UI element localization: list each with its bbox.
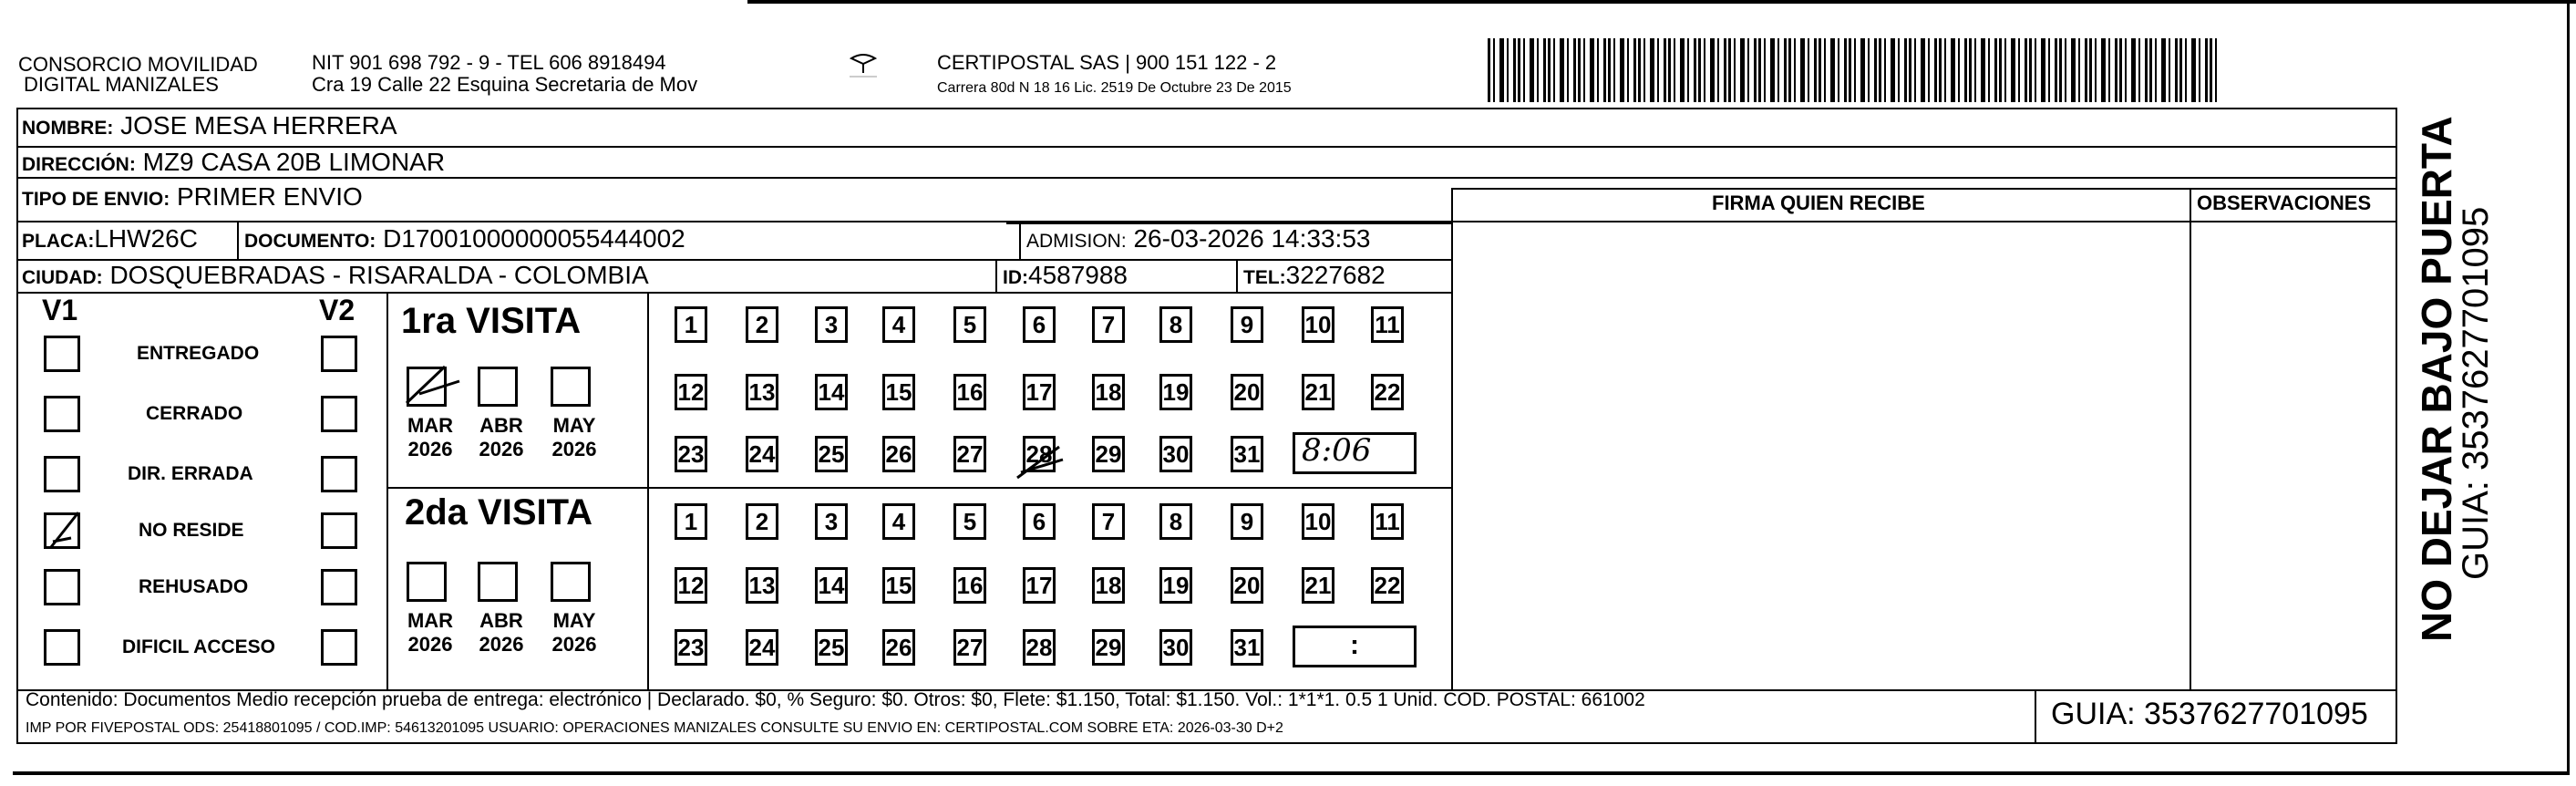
first-visit-day-box[interactable]: 17 (1023, 374, 1056, 410)
second-visit-time-box (1293, 626, 1417, 667)
v2-checkbox[interactable] (321, 396, 357, 432)
nombre-field (22, 111, 397, 143)
tipo-envio-label: TIPO DE ENVIO: (22, 189, 170, 210)
direccion-label: DIRECCIÓN: (22, 154, 136, 175)
first-visit-day-box[interactable]: 19 (1159, 374, 1192, 410)
first-visit-day-box[interactable]: 5 (953, 306, 986, 343)
first-visit-day-box[interactable]: 22 (1371, 374, 1404, 410)
second-visit-day-box[interactable]: 3 (815, 503, 848, 540)
admision-value: 26-03-2026 14:33:53 (1133, 224, 1371, 253)
v2-header: V2 (319, 294, 355, 326)
scan-edge-top (747, 0, 2576, 4)
first-visit-day-box[interactable]: 23 (675, 436, 707, 472)
second-visit-day-box[interactable]: 12 (675, 567, 707, 604)
second-visit-day-box[interactable]: 31 (1231, 629, 1263, 666)
second-visit-day-box[interactable]: 9 (1231, 503, 1263, 540)
id-field (1003, 261, 1128, 293)
barcode (1488, 38, 2217, 102)
first-visit-day-box[interactable]: 1 (675, 306, 707, 343)
second-visit-day-box[interactable]: 27 (953, 629, 986, 666)
documento-label: DOCUMENTO: (244, 231, 376, 252)
second-visit-month-checkbox[interactable] (407, 562, 447, 602)
month-year: 2026 (479, 438, 524, 460)
second-visit-day-box[interactable]: 11 (1371, 503, 1404, 540)
observaciones-header: OBSERVACIONES (2197, 191, 2372, 214)
sender-company-line2: DIGITAL MANIZALES (24, 73, 219, 96)
direccion-value: MZ9 CASA 20B LIMONAR (142, 148, 446, 176)
form-frame (16, 108, 2397, 744)
v1-checkbox[interactable] (44, 456, 80, 492)
documento-field (244, 224, 685, 256)
first-visit-day-box[interactable]: 16 (953, 374, 986, 410)
side-guia: GUIA: 3537627701095 (2456, 206, 2496, 580)
first-visit-day-box[interactable]: 21 (1302, 374, 1334, 410)
month-year: 2026 (551, 438, 597, 460)
month-label (403, 609, 458, 657)
first-visit-day-box[interactable]: 4 (882, 306, 915, 343)
courier-address-line: Carrera 80d N 18 16 Lic. 2519 De Octubre 23 De 2015 (937, 80, 1292, 96)
second-visit-day-box[interactable]: 14 (815, 567, 848, 604)
first-visit-day-box[interactable]: 6 (1023, 306, 1056, 343)
placa-value: LHW26C (94, 224, 198, 253)
month-name: MAR (407, 609, 454, 632)
second-visit-day-box[interactable]: 24 (746, 629, 778, 666)
second-visit-day-box[interactable]: 2 (746, 503, 778, 540)
scan-edge-bottom (13, 771, 2570, 775)
second-visit-day-box[interactable]: 13 (746, 567, 778, 604)
first-visit-day-box[interactable]: 27 (953, 436, 986, 472)
first-visit-day-box[interactable]: 14 (815, 374, 848, 410)
month-name: MAY (552, 609, 596, 632)
nombre-value: JOSE MESA HERRERA (120, 111, 397, 140)
second-visit-day-box[interactable]: 19 (1159, 567, 1192, 604)
first-visit-day-box[interactable]: 15 (882, 374, 915, 410)
status-label: DIR. ERRADA (128, 463, 253, 484)
month-label (474, 609, 529, 657)
first-visit-day-box[interactable]: 24 (746, 436, 778, 472)
second-visit-day-box[interactable]: 21 (1302, 567, 1334, 604)
second-visit-day-box[interactable]: 15 (882, 567, 915, 604)
month-name: ABR (479, 414, 523, 437)
v1-header: V1 (42, 294, 78, 326)
second-visit-time-placeholder: : (1350, 630, 1359, 660)
v2-checkbox[interactable] (321, 569, 357, 605)
month-year: 2026 (407, 633, 453, 656)
footer-guia: GUIA: 3537627701095 (2051, 697, 2368, 731)
second-visit-day-box[interactable]: 7 (1092, 503, 1125, 540)
first-visit-day-box[interactable]: 28 (1023, 436, 1056, 472)
second-visit-title: 2da VISITA (405, 492, 592, 533)
footer-contents-line: Contenido: Documentos Medio recepción prueba de entrega: electrónico | Declarado. $0, % Seguro: $0. Otros: $0, Flete: $1.150, Total: $1.150. Vol.: 1*1*1. 0.5 1 Unid. COD. POSTAL: 661002 (26, 689, 1645, 710)
status-label: REHUSADO (139, 576, 249, 597)
second-visit-day-box[interactable]: 16 (953, 567, 986, 604)
status-label: DIFICIL ACCESO (122, 636, 276, 657)
first-visit-day-box[interactable]: 26 (882, 436, 915, 472)
nombre-label: NOMBRE: (22, 118, 114, 139)
sender-address-line: Cra 19 Calle 22 Esquina Secretaria de Mov (312, 73, 698, 96)
tel-label: TEL: (1243, 267, 1286, 288)
v1-checkbox[interactable] (44, 629, 80, 666)
first-visit-day-box[interactable]: 9 (1231, 306, 1263, 343)
month-name: MAY (552, 414, 596, 437)
month-label (547, 609, 602, 657)
second-visit-day-box[interactable]: 1 (675, 503, 707, 540)
first-visit-day-box[interactable]: 20 (1231, 374, 1263, 410)
sender-nit-line: NIT 901 698 792 - 9 - TEL 606 8918494 (312, 51, 666, 74)
second-visit-day-box[interactable]: 20 (1231, 567, 1263, 604)
admision-field (1026, 224, 1370, 256)
month-name: MAR (407, 414, 454, 437)
tipo-envio-value: PRIMER ENVIO (176, 182, 363, 211)
first-visit-day-box[interactable]: 13 (746, 374, 778, 410)
first-visit-title: 1ra VISITA (401, 301, 582, 341)
second-visit-day-box[interactable]: 30 (1159, 629, 1192, 666)
first-visit-day-box[interactable]: 18 (1092, 374, 1125, 410)
side-notice: NO DEJAR BAJO PUERTA (2413, 116, 2460, 642)
first-visit-month-checkbox[interactable] (407, 367, 447, 407)
month-label (474, 414, 529, 461)
first-visit-day-box[interactable]: 29 (1092, 436, 1125, 472)
ciudad-field (22, 261, 649, 293)
month-name: ABR (479, 609, 523, 632)
second-visit-day-box[interactable]: 23 (675, 629, 707, 666)
second-visit-day-box[interactable]: 22 (1371, 567, 1404, 604)
id-value: 4587988 (1028, 261, 1128, 289)
month-label (547, 414, 602, 461)
second-visit-day-box[interactable]: 5 (953, 503, 986, 540)
first-visit-day-box[interactable]: 3 (815, 306, 848, 343)
status-label: NO RESIDE (139, 520, 244, 541)
first-visit-day-box[interactable]: 2 (746, 306, 778, 343)
second-visit-day-box[interactable]: 28 (1023, 629, 1056, 666)
v1-checkbox[interactable] (44, 512, 80, 549)
firma-header: FIRMA QUIEN RECIBE (1712, 191, 1925, 214)
second-visit-day-box[interactable]: 26 (882, 629, 915, 666)
month-label (403, 414, 458, 461)
placa-label: PLACA: (22, 231, 95, 252)
admision-label: ADMISION: (1026, 231, 1127, 252)
tel-value: 3227682 (1285, 261, 1386, 289)
month-year: 2026 (407, 438, 453, 460)
first-visit-month-checkbox[interactable] (551, 367, 591, 407)
v2-checkbox[interactable] (321, 456, 357, 492)
courier-name-line: CERTIPOSTAL SAS | 900 151 122 - 2 (937, 51, 1277, 74)
second-visit-day-box[interactable]: 6 (1023, 503, 1056, 540)
first-visit-month-checkbox[interactable] (478, 367, 518, 407)
tipo-envio-field (22, 182, 363, 214)
v2-checkbox[interactable] (321, 629, 357, 666)
direccion-field (22, 148, 445, 180)
first-visit-time-handwritten: 8:06 (1302, 432, 1372, 469)
status-label: ENTREGADO (137, 343, 260, 364)
second-visit-month-checkbox[interactable] (478, 562, 518, 602)
first-visit-day-box[interactable]: 31 (1231, 436, 1263, 472)
first-visit-day-box[interactable]: 10 (1302, 306, 1334, 343)
second-visit-day-box[interactable]: 4 (882, 503, 915, 540)
second-visit-day-box[interactable]: 29 (1092, 629, 1125, 666)
first-visit-day-box[interactable]: 12 (675, 374, 707, 410)
first-visit-day-box[interactable]: 7 (1092, 306, 1125, 343)
first-visit-day-box[interactable]: 30 (1159, 436, 1192, 472)
v1-checkbox[interactable] (44, 396, 80, 432)
second-visit-day-box[interactable]: 18 (1092, 567, 1125, 604)
second-visit-day-box[interactable]: 17 (1023, 567, 1056, 604)
status-label: CERRADO (146, 403, 243, 424)
v1-checkbox[interactable] (44, 569, 80, 605)
tel-field (1243, 261, 1386, 293)
documento-value: D17001000000055444002 (383, 224, 685, 253)
first-visit-day-box[interactable]: 11 (1371, 306, 1404, 343)
month-year: 2026 (479, 633, 524, 656)
second-visit-day-box[interactable]: 8 (1159, 503, 1192, 540)
second-visit-day-box[interactable]: 10 (1302, 503, 1334, 540)
first-visit-day-box[interactable]: 8 (1159, 306, 1192, 343)
sender-company-line1: CONSORCIO MOVILIDAD (18, 53, 258, 76)
v1-checkbox[interactable] (44, 336, 80, 372)
id-label: ID: (1003, 267, 1028, 288)
courier-logo-icon (848, 51, 879, 78)
scan-edge-right (2567, 0, 2570, 775)
second-visit-day-box[interactable]: 25 (815, 629, 848, 666)
v2-checkbox[interactable] (321, 512, 357, 549)
ciudad-value: DOSQUEBRADAS - RISARALDA - COLOMBIA (109, 261, 649, 289)
ciudad-label: CIUDAD: (22, 267, 103, 288)
month-year: 2026 (551, 633, 597, 656)
placa-field (22, 224, 198, 256)
v2-checkbox[interactable] (321, 336, 357, 372)
second-visit-month-checkbox[interactable] (551, 562, 591, 602)
footer-imp-line: IMP POR FIVEPOSTAL ODS: 25418801095 / COD.IMP: 54613201095 USUARIO: OPERACIONES MANIZALES CONSULTE SU ENVIO EN: CERTIPOSTAL.COM SOBRE ETA: 2026-03-30 D+2 (26, 720, 1283, 736)
first-visit-day-box[interactable]: 25 (815, 436, 848, 472)
